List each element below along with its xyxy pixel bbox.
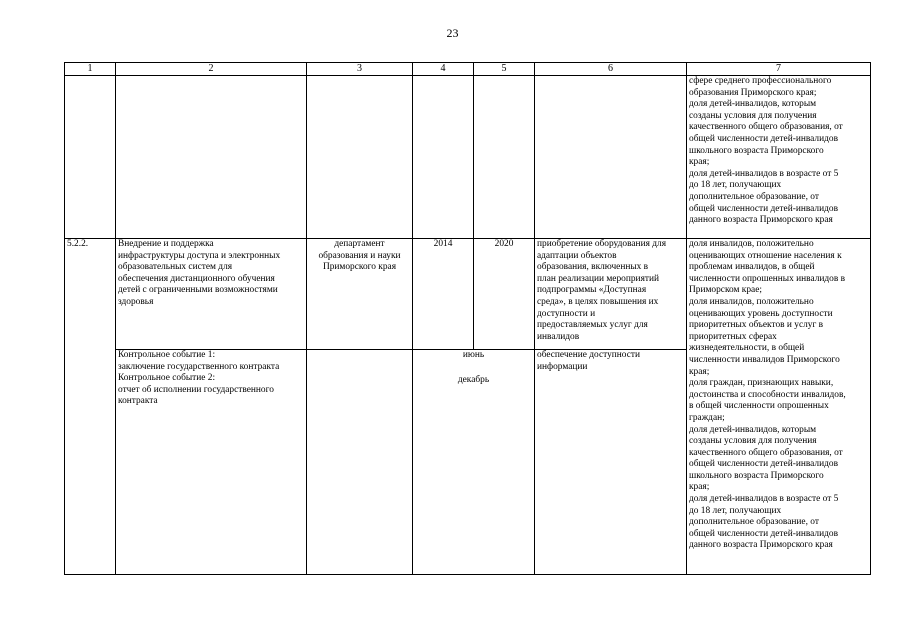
header-col-1: 1 — [65, 63, 116, 76]
control-events-text: Контрольное событие 1: заключение государственного контракта Контрольное событие 2: отчет об исполнении государственного контракта — [116, 350, 307, 575]
continuation-cell-6 — [535, 76, 687, 239]
page-number: 23 — [446, 26, 459, 40]
row-measure-name: Внедрение и поддержка инфраструктуры доступа и электронных образовательных систем для обеспечения дистанционного обучения детей с ограниченными возможностями здоровья — [116, 239, 307, 350]
continuation-cell-3 — [307, 76, 413, 239]
row-expected-result: приобретение оборудования для адаптации объектов образования, включенных в план реализации мероприятий подпрограммы «Доступная среда», в целях повышения их доступности и предоставляемых услуг для инвалидов — [535, 239, 687, 350]
continuation-cell-1 — [65, 76, 116, 239]
control-event-2-month: декабрь — [457, 375, 490, 385]
continued-indicators: сфере среднего профессионального образования Приморского края; доля детей-инвалидов, которым созданы условия для получения качественного общего образования, от общей численности детей-инвалидов школьного возраста Приморского края; доля детей-инвалидов в возрасте от 5 до 18 лет, получающих дополнительное образование, от общей численности детей-инвалидов данного возраста Приморского края — [687, 76, 871, 239]
control-events-dates — [413, 350, 535, 575]
header-col-5: 5 — [474, 63, 535, 76]
control-events-result: обеспечение доступности информации — [535, 350, 687, 575]
header-row — [65, 63, 871, 76]
header-col-6: 6 — [535, 63, 687, 76]
row-number: 5.2.2. — [65, 239, 116, 575]
continuation-cell-4 — [413, 76, 474, 239]
control-events-executor — [307, 350, 413, 575]
continuation-cell-5 — [474, 76, 535, 239]
table-row — [65, 239, 871, 350]
control-event-1-month: июнь — [462, 350, 485, 360]
row-end-year: 2020 — [474, 239, 535, 350]
row-indicators: доля инвалидов, положительно оценивающих отношение населения к проблемам инвалидов, в общей численности опрошенных инвалидов в Приморском крае; доля инвалидов, положительно оценивающих уровень доступности приоритетных объектов и услуг в приоритетных сферах жизнедеятельности, в общей численности инвалидов Приморского края; доля граждан, признающих навыки, достоинства и способности инвалидов, в общей численности опрошенных граждан; доля детей-инвалидов, которым созданы условия для получения качественного общего образования, от общей численности детей-инвалидов школьного возраста Приморского края; доля детей-инвалидов в возрасте от 5 до 18 лет, получающих дополнительное образование, от общей численности детей-инвалидов данного возраста Приморского края — [687, 239, 871, 575]
header-col-2: 2 — [116, 63, 307, 76]
row-start-year: 2014 — [413, 239, 474, 350]
row-executor: департамент образования и науки Приморского края — [307, 239, 413, 350]
program-table — [64, 62, 871, 575]
header-col-3: 3 — [307, 63, 413, 76]
continuation-cell-2 — [116, 76, 307, 239]
continuation-row — [65, 76, 871, 239]
header-col-4: 4 — [413, 63, 474, 76]
header-col-7: 7 — [687, 63, 871, 76]
